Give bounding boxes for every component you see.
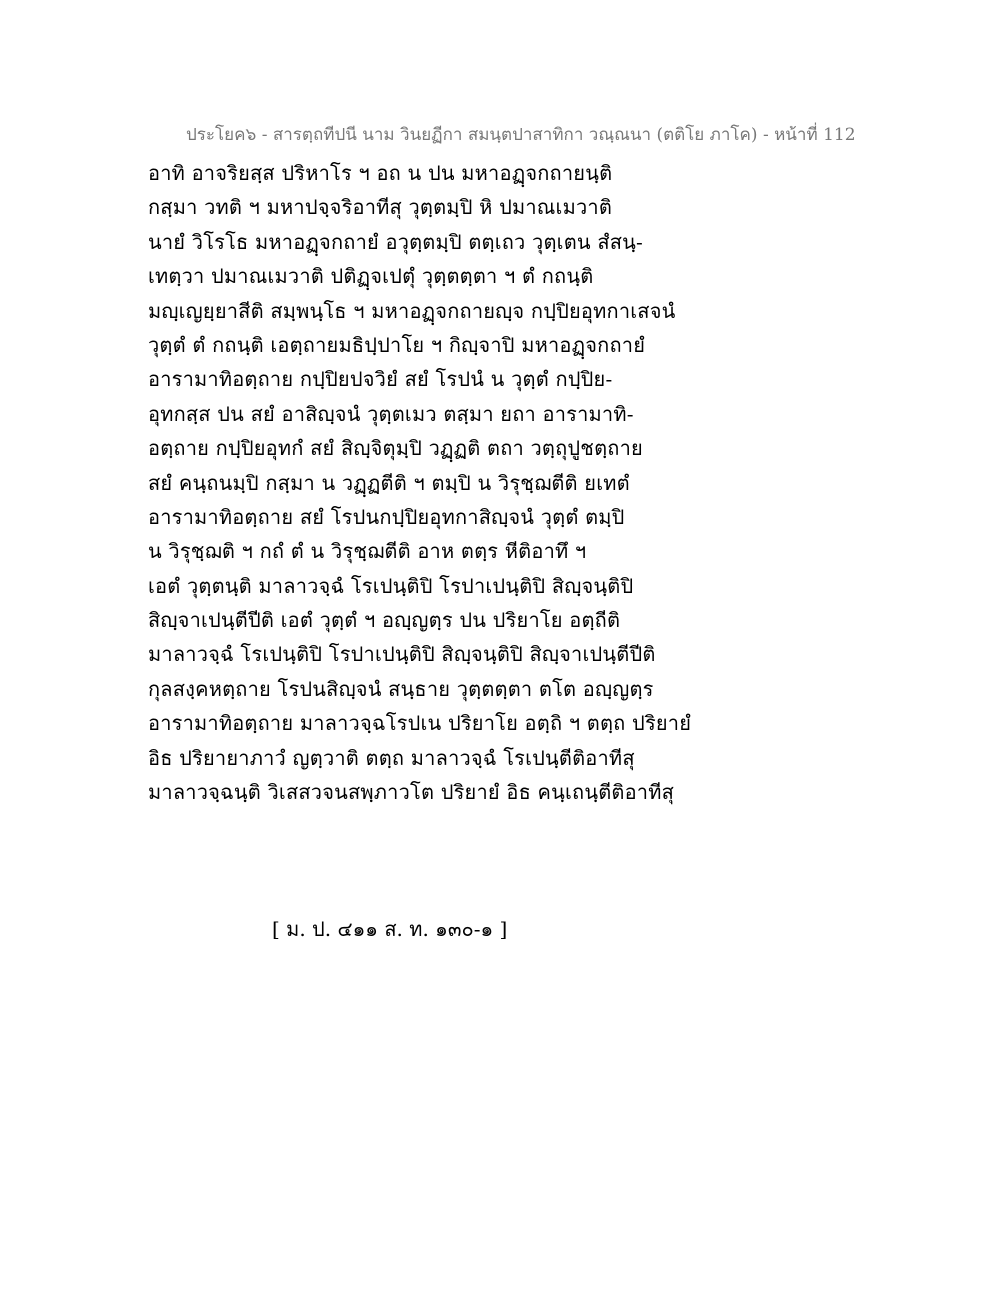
text-line: นายํ วิโรโธ มหาอฏฺจกถายํ อวุตฺตมฺปิ ตตฺเถว วุตฺเตน สํสนฺ- — [148, 229, 643, 254]
body-text — [148, 156, 708, 809]
text-line: สิญฺจาเปนฺตีปีติ เอตํ วุตฺตํ ฯ อญฺญตฺร ปน ปริยาโย อตฺถีติ — [148, 608, 621, 633]
reference-citation: [ ม. ป. ๔๑๑ ส. ท. ๑๓๐-๑ ] — [272, 917, 508, 941]
text-line: กสฺมา วทติ ฯ มหาปจฺจริอาทีสุ วุตฺตมฺปิ หิ ปมาณเมวาติ — [148, 195, 613, 220]
text-line: มาลาวจฺฉํ โรเปนฺติปิ โรปาเปนฺติปิ สิญฺจนฺติปิ สิญฺจาเปนฺตีปีติ — [148, 642, 656, 667]
text-line: เทตฺวา ปมาณเมวาติ ปติฏฺจเปตุํ วุตฺตตฺตา ฯ ตํ กถนฺติ — [148, 264, 594, 289]
text-line: วุตฺตํ ตํ กถนฺติ เอตฺถายมธิปฺปาโย ฯ กิญฺจาปิ มหาอฏฺจกถายํ — [148, 332, 646, 357]
text-line: อารามาทิอตฺถาย กปฺปิยปจวิยํ สยํ โรปนํ น วุตฺตํ กปฺปิย- — [148, 367, 613, 392]
text-line: อิธ ปริยายาภาวํ ญตฺวาติ ตตฺถ มาลาวจฺฉํ โรเปนฺตีติอาทีสุ — [148, 745, 635, 770]
text-line: อาทิ อาจริยสฺส ปริหาโร ฯ อถ น ปน มหาอฏฺจกถายนฺติ — [148, 161, 613, 185]
text-line: มาลาวจฺฉนฺติ วิเสสวจนสพฺภาวโต ปริยายํ อิธ คนฺเถนฺตีติอาทีสุ — [148, 780, 675, 805]
text-line: สยํ คนฺถนมฺปิ กสฺมา น วฏฺฏตีติ ฯ ตมฺปิ น วิรุชฺฌตีติ ยเทตํ — [148, 470, 630, 495]
page-header: ประโยค๖ - สารตฺถทีปนี นาม วินยฏีกา สมนฺตปาสาทิกา วณฺณนา (ตติโย ภาโค) - หน้าที่ 112 — [186, 125, 856, 145]
text-line: อุทกสฺส ปน สยํ อาสิญฺจนํ วุตฺตเมว ตสฺมา ยถา อารามาทิ- — [148, 401, 634, 426]
text-line: เอตํ วุตฺตนฺติ มาลาวจฺฉํ โรเปนฺติปิ โรปาเปนฺติปิ สิญฺจนฺติปิ — [148, 573, 634, 598]
text-line: อารามาทิอตฺถาย สยํ โรปนกปฺปิยอุทกาสิญฺจนํ วุตฺตํ ตมฺปิ — [148, 504, 625, 529]
text-line: น วิรุชฺฌติ ฯ กถํ ตํ น วิรุชฺฌตีติ อาห ตตฺร หีติอาทึ ฯ — [148, 539, 587, 564]
text-line: อตฺถาย กปฺปิยอุทกํ สยํ สิญฺจิตุมฺปิ วฏฺฏติ ตถา วตฺถุปูชตฺถาย — [148, 436, 643, 461]
text-line: อารามาทิอตฺถาย มาลาวจฺฉโรปเน ปริยาโย อตฺถิ ฯ ตตฺถ ปริยายํ — [148, 711, 692, 736]
text-line: กุลสงฺคหตฺถาย โรปนสิญฺจนํ สนฺธาย วุตฺตตฺตา ตโต อญฺญตฺร — [148, 676, 654, 701]
text-line: มญฺเญยฺยาสีติ สมฺพนฺโธ ฯ มหาอฏฺจกถายญฺจ กปฺปิยอุทกาเสจนํ — [148, 298, 676, 323]
